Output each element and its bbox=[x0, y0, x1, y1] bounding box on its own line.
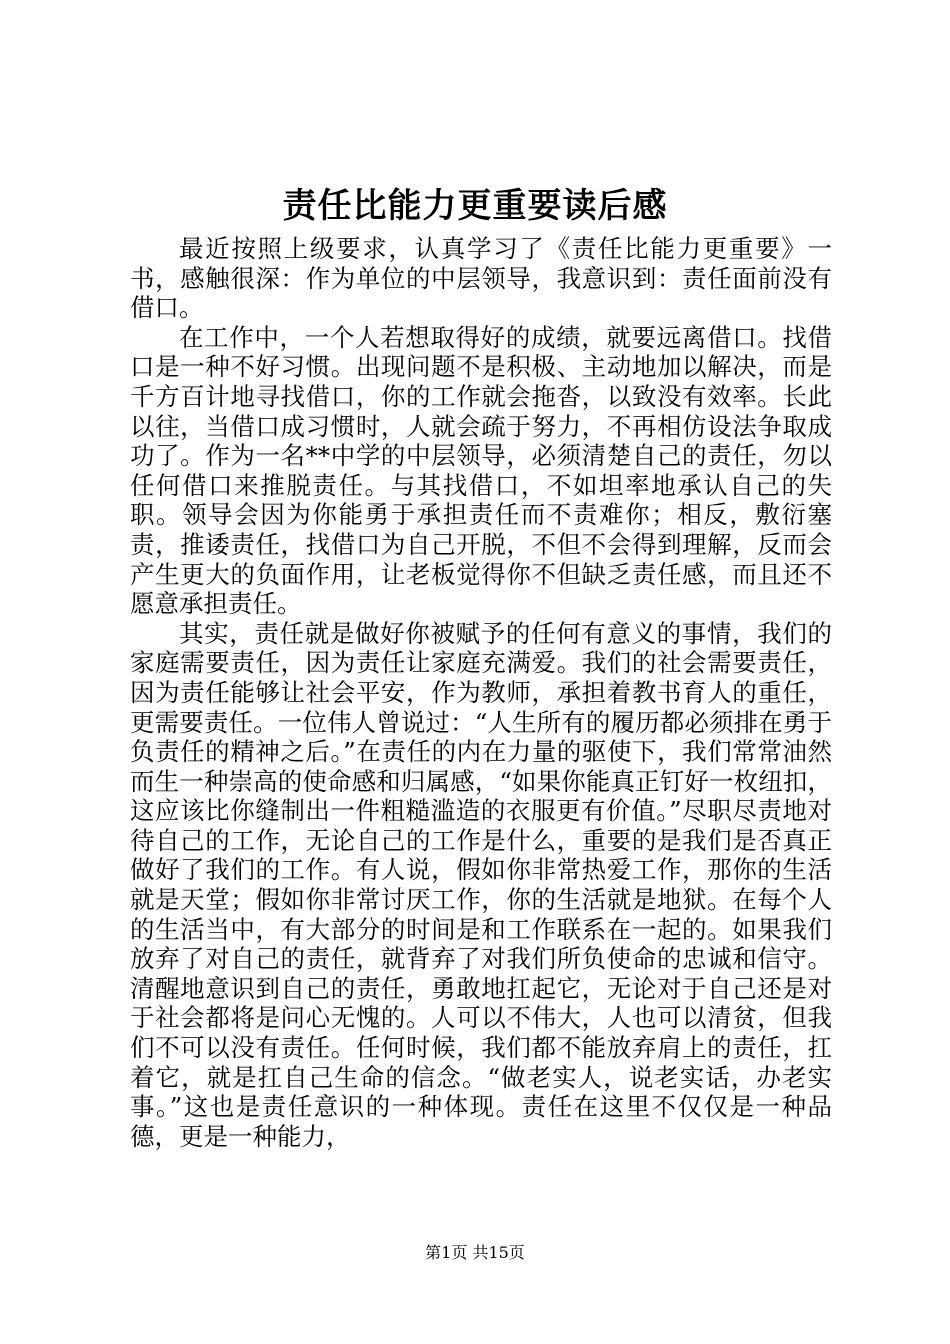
document-body bbox=[130, 234, 832, 1151]
document-title: 责任比能力更重要读后感 bbox=[282, 186, 668, 226]
paragraph-2: 在工作中，一个人若想取得好的成绩，就要远离借口。找借口是一种不好习惯。出现问题不是积极、主动地加以解决，而是千方百计地寻找借口，你的工作就会拖沓，以致没有效率。长此以往，当借口成习惯时，人就会疏于努力，不再相仿设法争取成功了。作为一名**中学的中层领导，必须清楚自己的责任，勿以任何借口来推脱责任。与其找借口，不如坦率地承认自己的失职。领导会因为你能勇于承担责任而不责难你；相反，敷衍塞责，推诿责任，找借口为自己开脱，不但不会得到理解，反而会产生更大的负面作用，让老板觉得你不但缺乏责任感，而且还不愿意承担责任。 bbox=[130, 322, 832, 619]
page-number-footer: 第1页 共15页 bbox=[425, 1243, 525, 1262]
paragraph-1: 最近按照上级要求，认真学习了《责任比能力更重要》一书，感触很深：作为单位的中层领导，我意识到：责任面前没有借口。 bbox=[130, 234, 832, 323]
paragraph-3: 其实，责任就是做好你被赋予的任何有意义的事情，我们的家庭需要责任，因为责任让家庭充满爱。我们的社会需要责任，因为责任能够让社会平安，作为教师，承担着教书育人的重任，更需要责任。一位伟人曾说过：“人生所有的履历都必须排在勇于负责任的精神之后。”在责任的内在力量的驱使下，我们常常油然而生一种崇高的使命感和归属感，“如果你能真正钉好一枚纽扣，这应该比你缝制出一件粗糙滥造的衣服更有价值。”尽职尽责地对待自己的工作，无论自己的工作是什么，重要的是我们是否真正做好了我们的工作。有人说，假如你非常热爱工作，那你的生活就是天堂；假如你非常讨厌工作，你的生活就是地狱。在每个人的生活当中，有大部分的时间是和工作联系在一起的。如果我们放弃了对自己的责任，就背弃了对我们所负使命的忠诚和信守。清醒地意识到自己的责任，勇敢地扛起它，无论对于自己还是对于社会都将是问心无愧的。人可以不伟大，人也可以清贫，但我们不可以没有责任。任何时候，我们都不能放弃肩上的责任，扛着它，就是扛自己生命的信念。“做老实人，说老实话，办老实事。”这也是责任意识的一种体现。责任在这里不仅仅是一种品德，更是一种能力， bbox=[130, 618, 832, 1151]
